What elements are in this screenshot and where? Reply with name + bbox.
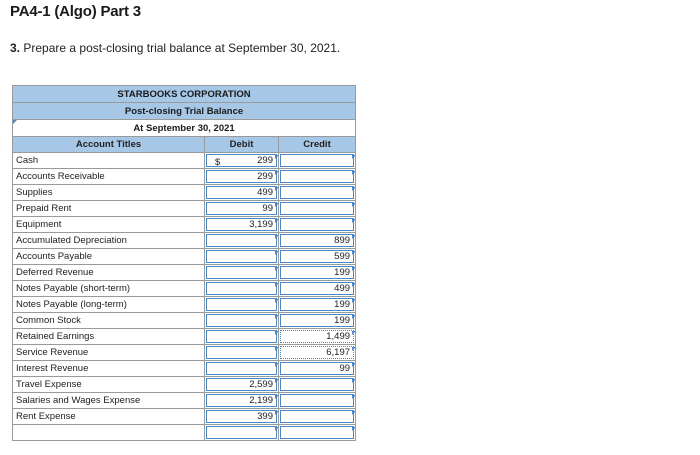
table-row	[13, 217, 356, 233]
table-row	[13, 409, 356, 425]
table-row	[13, 249, 356, 265]
input-marker-icon	[352, 171, 356, 175]
debit-input[interactable]	[206, 154, 277, 167]
table-row	[13, 313, 356, 329]
account-title-cell[interactable]: Salaries and Wages Expense	[13, 393, 205, 409]
debit-cell	[205, 265, 279, 281]
debit-value: 99	[262, 203, 273, 214]
debit-input[interactable]	[206, 234, 277, 247]
credit-value: 199	[334, 267, 351, 278]
credit-input[interactable]	[280, 346, 354, 359]
debit-input[interactable]	[206, 346, 277, 359]
debit-cell	[205, 185, 279, 201]
trial-balance-table	[12, 85, 356, 441]
credit-input[interactable]	[280, 426, 354, 439]
input-marker-icon	[352, 267, 356, 271]
credit-cell	[279, 297, 356, 313]
debit-cell	[205, 393, 279, 409]
table-row	[13, 297, 356, 313]
input-marker-icon	[352, 203, 356, 207]
input-marker-icon	[352, 411, 356, 415]
debit-input[interactable]	[206, 218, 277, 231]
account-title-cell[interactable]: Common Stock	[13, 313, 205, 329]
credit-input[interactable]	[280, 378, 354, 391]
credit-cell	[279, 361, 356, 377]
credit-cell	[279, 281, 356, 297]
debit-cell	[205, 425, 279, 441]
credit-input[interactable]	[280, 330, 354, 343]
account-title-cell[interactable]: Notes Payable (short-term)	[13, 281, 205, 297]
debit-cell	[205, 329, 279, 345]
credit-cell	[279, 409, 356, 425]
credit-input[interactable]	[280, 266, 354, 279]
debit-cell	[205, 233, 279, 249]
input-marker-icon	[352, 219, 356, 223]
input-marker-icon	[352, 251, 356, 255]
table-row	[13, 393, 356, 409]
debit-cell	[205, 361, 279, 377]
credit-input[interactable]	[280, 298, 354, 311]
debit-cell	[205, 153, 279, 169]
debit-cell	[205, 201, 279, 217]
credit-input[interactable]	[280, 362, 354, 375]
debit-cell	[205, 217, 279, 233]
credit-input[interactable]	[280, 234, 354, 247]
debit-input[interactable]	[206, 250, 277, 263]
credit-input[interactable]	[280, 410, 354, 423]
credit-input[interactable]	[280, 218, 354, 231]
credit-input[interactable]	[280, 250, 354, 263]
credit-input[interactable]	[280, 282, 354, 295]
debit-input[interactable]	[206, 394, 277, 407]
debit-input[interactable]	[206, 378, 277, 391]
input-marker-icon	[352, 155, 356, 159]
account-title-cell[interactable]: Travel Expense	[13, 377, 205, 393]
credit-cell	[279, 345, 356, 361]
debit-value: 2,199	[249, 395, 273, 406]
debit-input[interactable]	[206, 202, 277, 215]
credit-input[interactable]	[280, 154, 354, 167]
debit-input[interactable]	[206, 314, 277, 327]
credit-cell	[279, 313, 356, 329]
credit-cell	[279, 233, 356, 249]
debit-input[interactable]	[206, 298, 277, 311]
account-title-cell[interactable]: Equipment	[13, 217, 205, 233]
credit-value: 599	[334, 251, 351, 262]
credit-cell	[279, 377, 356, 393]
debit-input[interactable]	[206, 362, 277, 375]
page-title: PA4-1 (Algo) Part 3	[10, 3, 141, 20]
instruction-text: Prepare a post-closing trial balance at September 30, 2021.	[23, 41, 341, 55]
company-name: STARBOOKS CORPORATION	[13, 86, 356, 103]
col-header-account: Account Titles	[13, 137, 205, 153]
debit-value: 2,599	[249, 379, 273, 390]
account-title-cell[interactable]: Cash	[13, 153, 205, 169]
debit-value: 399	[257, 411, 273, 422]
trial-balance-body	[13, 153, 356, 441]
table-row	[13, 201, 356, 217]
debit-input[interactable]	[206, 410, 277, 423]
debit-input[interactable]	[206, 186, 277, 199]
table-row	[13, 329, 356, 345]
table-row	[13, 153, 356, 169]
credit-cell	[279, 169, 356, 185]
debit-cell	[205, 297, 279, 313]
table-row	[13, 233, 356, 249]
account-title-cell[interactable]: Prepaid Rent	[13, 201, 205, 217]
input-marker-icon	[352, 283, 356, 287]
currency-symbol: $	[215, 157, 221, 168]
debit-cell	[205, 409, 279, 425]
report-name: Post-closing Trial Balance	[13, 103, 356, 120]
debit-value: 299	[257, 155, 273, 166]
table-row	[13, 361, 356, 377]
debit-input[interactable]	[206, 282, 277, 295]
account-title-cell[interactable]	[13, 425, 205, 441]
table-row	[13, 265, 356, 281]
debit-input[interactable]	[206, 170, 277, 183]
input-marker-icon	[352, 363, 356, 367]
credit-input[interactable]	[280, 394, 354, 407]
credit-cell	[279, 393, 356, 409]
input-marker-icon	[352, 347, 356, 351]
credit-cell	[279, 153, 356, 169]
input-marker-icon	[352, 395, 356, 399]
account-title-cell[interactable]: Accumulated Depreciation	[13, 233, 205, 249]
credit-input[interactable]	[280, 314, 354, 327]
debit-value: 3,199	[249, 219, 273, 230]
account-title-cell[interactable]: Notes Payable (long-term)	[13, 297, 205, 313]
account-title-cell[interactable]: Supplies	[13, 185, 205, 201]
input-marker-icon	[352, 299, 356, 303]
debit-cell	[205, 169, 279, 185]
credit-value: 1,499	[326, 331, 351, 342]
debit-input[interactable]	[206, 426, 277, 439]
credit-cell	[279, 329, 356, 345]
credit-input[interactable]	[280, 202, 354, 215]
debit-cell	[205, 377, 279, 393]
input-marker-icon	[352, 331, 356, 335]
credit-value: 199	[334, 315, 351, 326]
input-marker-icon	[352, 315, 356, 319]
table-row	[13, 281, 356, 297]
debit-input[interactable]	[206, 330, 277, 343]
input-marker-icon	[352, 235, 356, 239]
credit-input[interactable]	[280, 186, 354, 199]
account-title-cell[interactable]: Rent Expense	[13, 409, 205, 425]
credit-cell	[279, 249, 356, 265]
debit-cell	[205, 345, 279, 361]
date-input-marker	[13, 120, 17, 124]
credit-cell	[279, 425, 356, 441]
credit-value: 199	[334, 299, 351, 310]
account-title-cell[interactable]: Interest Revenue	[13, 361, 205, 377]
credit-cell	[279, 185, 356, 201]
debit-cell	[205, 281, 279, 297]
input-marker-icon	[352, 427, 356, 431]
credit-value: 899	[334, 235, 351, 246]
credit-cell	[279, 217, 356, 233]
instruction-number: 3.	[10, 41, 21, 55]
credit-value: 99	[339, 363, 351, 374]
table-row	[13, 345, 356, 361]
instruction	[10, 41, 340, 55]
credit-cell	[279, 265, 356, 281]
credit-input[interactable]	[280, 170, 354, 183]
input-marker-icon	[352, 379, 356, 383]
account-title-cell[interactable]: Service Revenue	[13, 345, 205, 361]
debit-cell	[205, 249, 279, 265]
debit-input[interactable]	[206, 266, 277, 279]
credit-value: 499	[334, 283, 351, 294]
table-row	[13, 185, 356, 201]
table-row	[13, 425, 356, 441]
col-header-credit: Credit	[279, 137, 356, 153]
table-row	[13, 377, 356, 393]
table-row	[13, 169, 356, 185]
debit-cell	[205, 313, 279, 329]
account-title-cell[interactable]: Deferred Revenue	[13, 265, 205, 281]
debit-value: 499	[257, 187, 273, 198]
account-title-cell[interactable]: Accounts Receivable	[13, 169, 205, 185]
account-title-cell[interactable]: Retained Earnings	[13, 329, 205, 345]
input-marker-icon	[352, 187, 356, 191]
account-title-cell[interactable]: Accounts Payable	[13, 249, 205, 265]
report-date[interactable]	[13, 120, 356, 137]
debit-value: 299	[257, 171, 273, 182]
credit-cell	[279, 201, 356, 217]
credit-value: 6,197	[326, 347, 351, 358]
col-header-debit: Debit	[205, 137, 279, 153]
report-date-label: At September 30, 2021	[133, 122, 235, 134]
